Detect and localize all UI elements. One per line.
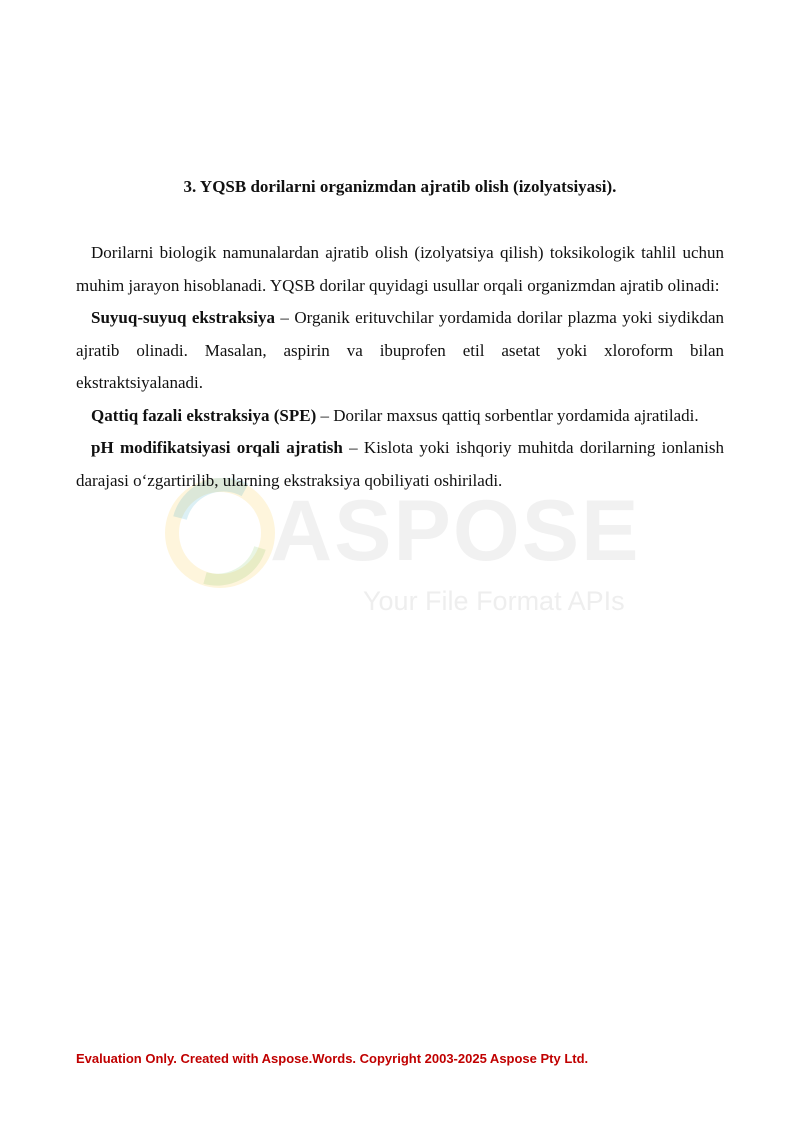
evaluation-footer: Evaluation Only. Created with Aspose.Words. Copyright 2003-2025 Aspose Pty Ltd.	[76, 1051, 589, 1066]
item-term: Qattiq fazali ekstraksiya (SPE)	[91, 405, 317, 425]
watermark-tagline: Your File Format APIs	[363, 586, 625, 616]
list-item	[76, 302, 724, 400]
list-item	[76, 400, 724, 433]
item-description: – Dorilar maxsus qattiq sorbentlar yordamida ajratiladi.	[316, 405, 699, 425]
watermark	[165, 478, 665, 628]
watermark-brand: ASPOSE	[270, 483, 641, 579]
document-body	[76, 237, 724, 497]
intro-paragraph: Dorilarni biologik namunalardan ajratib olish (izolyatsiya qilish) toksikologik tahlil uchun muhim jarayon hisoblanadi. YQSB dorilar quyidagi usullar orqali organizmdan ajratib olinadi:	[76, 243, 724, 295]
item-term: Suyuq-suyuq ekstraksiya	[91, 308, 275, 327]
section-heading: 3. YQSB dorilarni organizmdan ajratib olish (izolyatsiyasi).	[183, 177, 617, 196]
item-description: – Organik erituvchilar yordamida dorilar plazma yoki siydikdan ajratib olinadi. Masalan, aspirin va ibuprofen etil asetat yoki xloroform bilan ekstraktsiyalanadi.	[76, 308, 724, 392]
item-description: – Kislota yoki ishqoriy muhitda dorilarning ionlanish darajasi o‘zgartirilib, ularning ekstraksiya qobiliyati oshiriladi.	[76, 438, 724, 490]
list-item	[76, 432, 724, 497]
item-term: pH modifikatsiyasi orqali ajratish	[91, 438, 343, 457]
